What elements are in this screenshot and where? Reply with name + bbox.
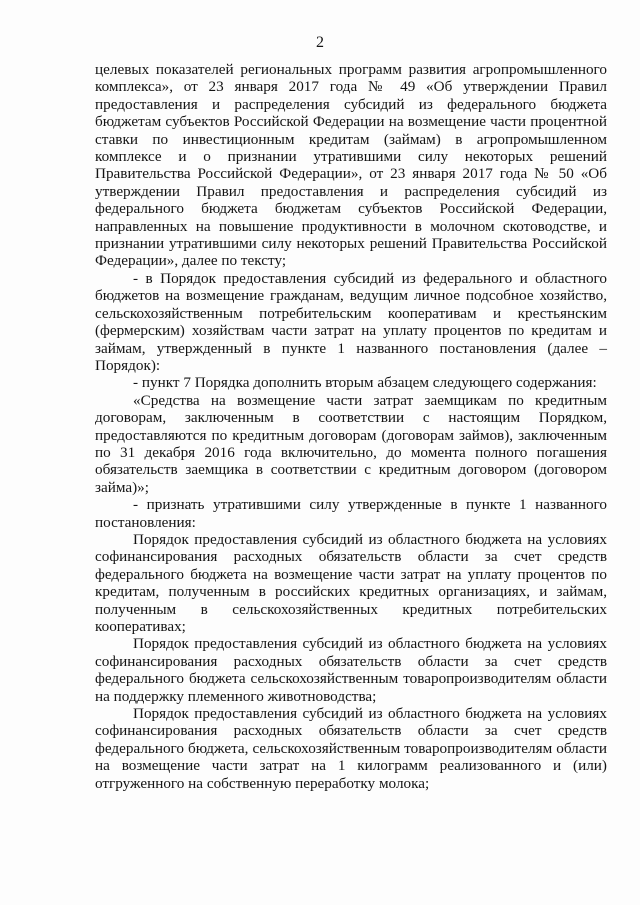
paragraph-6: Порядок предоставления субсидий из областного бюджета на условиях софинансирования расходных обязательств области за счет средств федерального бюджета на возмещение части затрат на уплату процентов по кредитам, полученным в российских кредитных организациях, и займам, полученным в сельскохозяйственных кредитных потребительских кооперативах; bbox=[95, 530, 607, 635]
paragraph-1: целевых показателей региональных программ развития агропромышленного комплекса», от 23 января 2017 года № 49 «Об утверждении Правил предоставления и распределения субсидий из федерального бюджета бюджетам субъектов Российской Федерации на возмещение части процентной ставки по инвестиционным кредитам (займам) в агропромышленном комплексе и о признании утратившими силу некоторых решений Правительства Российской Федерации», от 23 января 2017 года № 50 «Об утверждении Правил предоставления и распределения субсидий из федерального бюджета бюджетам субъектов Российской Федерации, направленных на повышение продуктивности в молочном скотоводстве, и признании утратившими силу некоторых решений Правительства Российской Федерации», далее по тексту; bbox=[95, 61, 607, 270]
paragraph-4: «Средства на возмещение части затрат заемщикам по кредитным договорам, заключенным в соответствии с настоящим Порядком, предоставляются по кредитным договорам (договорам займов), заключенным по 31 декабря 2016 года включительно, до момента полного погашения обязательств заемщика в соответствии с кредитным договором (договором займа)»; bbox=[95, 391, 607, 496]
paragraph-2: - в Порядок предоставления субсидий из федерального и областного бюджетов на возмещение гражданам, ведущим личное подсобное хозяйство, сельскохозяйственным потребительским кооперативам и крестьянским (фермерским) хозяйствам части затрат на уплату процентов по кредитам и займам, утвержденный в пункте 1 названного постановления (далее – Порядок): bbox=[95, 269, 607, 374]
paragraph-3: - пункт 7 Порядка дополнить вторым абзацем следующего содержания: bbox=[133, 374, 597, 392]
document-body bbox=[95, 61, 607, 792]
page-number: 2 bbox=[316, 34, 324, 51]
paragraph-7: Порядок предоставления субсидий из областного бюджета на условиях софинансирования расходных обязательств области за счет средств федерального бюджета сельскохозяйственным товаропроизводителям области на поддержку племенного животноводства; bbox=[95, 635, 607, 705]
paragraph-5: - признать утратившими силу утвержденные в пункте 1 названного постановления: bbox=[95, 496, 607, 531]
paragraph-8: Порядок предоставления субсидий из областного бюджета на условиях софинансирования расходных обязательств области за счет средств федерального бюджета, сельскохозяйственным товаропроизводителям области на возмещение части затрат на 1 килограмм реализованного и (или) отгруженного на собственную переработку молока; bbox=[95, 705, 607, 792]
